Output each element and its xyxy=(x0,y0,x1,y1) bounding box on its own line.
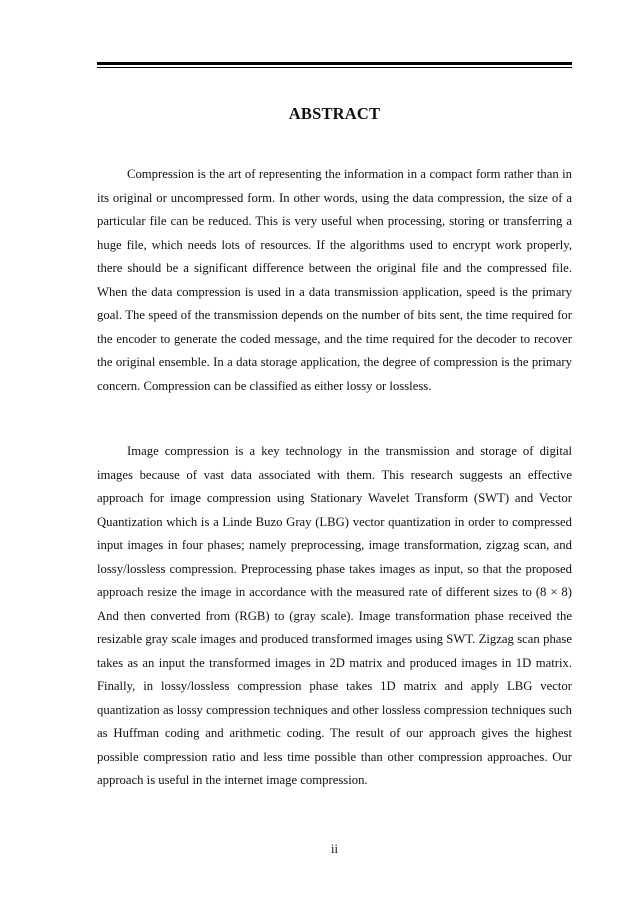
page-title: ABSTRACT xyxy=(288,104,381,123)
header-rule-thick xyxy=(97,62,572,65)
header-rule-thin xyxy=(97,67,572,68)
abstract-paragraph-1: Compression is the art of representing the information in a compact form rather than in its original or uncompressed form. In other words, using the data compression, the size of a particular file can be reduced. This is very useful when processing, storing or transferring a huge file, which needs lots of resources. If the algorithms used to encrypt work properly, there should be a significant difference between the original file and the compressed file. When the data compression is used in a data transmission application, speed is the primary goal. The speed of the transmission depends on the number of bits sent, the time required for the encoder to generate the coded message, and the time required for the decoder to recover the original ensemble. In a data storage application, the degree of compression is the primary concern. Compression can be classified as either lossy or lossless. xyxy=(97,167,572,393)
abstract-paragraph-2: Image compression is a key technology in the transmission and storage of digital images because of vast data associated with them. This research suggests an effective approach for image compression using Stationary Wavelet Transform (SWT) and Vector Quantization which is a Linde Buzo Gray (LBG) vector quantization in order to compressed input images in four phases; namely preprocessing, image transformation, zigzag scan, and lossy/lossless compression. Preprocessing phase takes images as input, so that the proposed approach resize the image in accordance with the measured rate of different sizes to (8 × 8) And then converted from (RGB) to (gray scale). Image transformation phase received the resizable gray scale images and produced transformed images using SWT. Zigzag scan phase takes as an input the transformed images in 2D matrix and produced images in 1D matrix. Finally, in lossy/lossless compression phase takes 1D matrix and apply LBG vector quantization as lossy compression techniques and other lossless compression techniques such as Huffman coding and arithmetic coding. The result of our approach gives the highest possible compression ratio and less time possible than other compression approaches. Our approach is useful in the internet image compression. xyxy=(97,444,572,787)
page-number: ii xyxy=(331,842,338,856)
